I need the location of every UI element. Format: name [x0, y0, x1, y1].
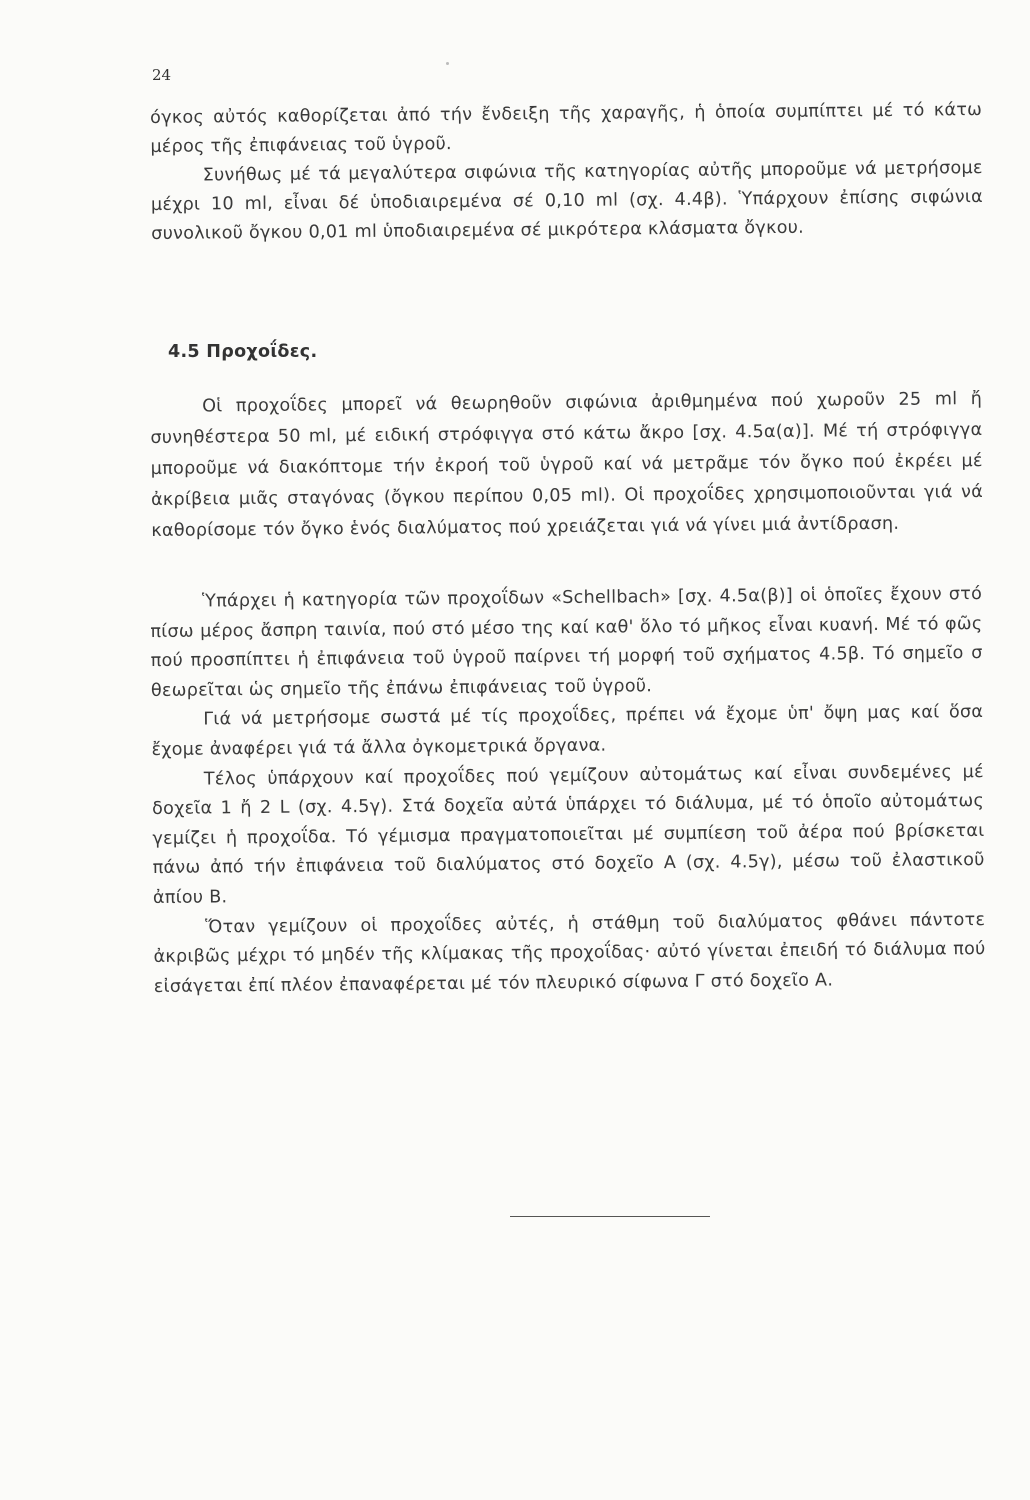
scan-speck — [446, 62, 449, 65]
section-text-block-2 — [150, 580, 986, 1002]
section-paragraph-4: Τέλος ὑπάρχουν καί προχοΐδες πού γεμίζουν αὐτομάτως καί εἶναι συνδεμένες μέ δοχεῖα 1 ἤ 2 L (σχ. 4.5γ). Στά δοχεῖα αὐτά ὑπάρχει τό διάλυμα, μέ τό ὁποῖο αὐτομάτως γεμίζει ἡ προχοΐδα. Τό γέμισμα πραγματοποιεῖται μέ συμπίεση τοῦ ἀέρα πού βρίσκεται πάνω ἀπό τήν ἐπιφάνεια τοῦ διαλύματος στό δοχεῖο Α (σχ. 4.5γ), μέσω τοῦ ἐλαστικοῦ ἀπίου Β. — [152, 761, 985, 908]
intro-paragraph-2: Συνήθως μέ τά μεγαλύτερα σιφώνια τῆς κατηγορίας αὐτῆς μποροῦμε νά μετρήσομε μέχρι 10 ml, εἶναι δέ ὑποδιαιρεμένα σέ 0,10 ml (σχ. 4.4β). Ὑπάρχουν ἐπίσης σιφώνια συνολικοῦ ὄγκου 0,01 ml ὑποδιαιρεμένα σέ μικρότερα κλάσματα ὄγκου. — [150, 158, 984, 244]
footer-rule — [510, 1216, 710, 1217]
section-paragraph-2: Ὑπάρχει ἡ κατηγορία τῶν προχοΐδων «Schellbach» [σχ. 4.5α(β)] οἱ ὁποῖες ἔχουν στό πίσω μέρος ἄσπρη ταινία, πού στό μέσο της καί καθ' ὅλο τό μῆκος εἶναι κυανή. Μέ τό φῶς πού προσπίπτει ἡ ἐπιφάνεια τοῦ ὑγροῦ παίρνει τή μορφή τοῦ σχήματος 4.5β. Τό σημεῖο σ θεωρεῖται ὡς σημεῖο τῆς ἐπάνω ἐπιφάνειας τοῦ ὑγροῦ. — [150, 584, 983, 701]
section-paragraph-5: Ὅταν γεμίζουν οἱ προχοΐδες αὐτές, ἡ στάθμη τοῦ διαλύματος φθάνει πάντοτε ἀκριβῶς μέχρι τό μηδέν τῆς κλίμακας τῆς προχοΐδας· αὐτό γίνεται ἐπειδή τό διάλυμα πού εἰσάγεται ἐπί πλέον ἐπαναφέρεται μέ τόν πλευρικό σίφωνα Γ στό δοχεῖο Α. — [153, 909, 986, 997]
section-paragraph-3: Γιά νά μετρήσομε σωστά μέ τίς προχοΐδες, πρέπει νά ἔχομε ὑπ' ὄψη μας καί ὅσα ἔχομε ἀναφέρει γιά τά ἄλλα ὀγκομετρικά ὄργανα. — [151, 702, 984, 760]
intro-text-block — [150, 96, 983, 249]
section-paragraph-1: Οἱ προχοΐδες μπορεῖ νά θεωρηθοῦν σιφώνια ἀριθμημένα πού χωροῦν 25 ml ἤ συνηθέστερα 50 ml, μέ ειδική στρόφιγγα στό κάτω ἄκρο [σχ. 4.5α(α)]. Μέ τή στρόφιγγα μποροῦμε νά διακόπτομε τήν ἐκροή τοῦ ὑγροῦ καί νά μετρᾶμε τόν ὄγκο πού ἐκρέει μέ ἀκρίβεια μιᾶς σταγόνας (ὄγκου περίπου 0,05 ml). Οἱ προχοΐδες χρησιμοποιοῦνται γιά νά καθορίσομε τόν ὄγκο ἑνός διαλύματος πού χρειάζεται γιά νά γίνει μιά ἀντίδραση. — [150, 389, 984, 541]
section-heading: 4.5 Προχοΐδες. — [168, 342, 318, 362]
section-text-block-1 — [150, 384, 983, 547]
page-number: 24 — [152, 66, 172, 84]
intro-paragraph-1: όγκος αὐτός καθορίζεται ἀπό τήν ἔνδειξη τῆς χαραγῆς, ἡ ὁποία συμπίπτει μέ τό κάτω μέρος τῆς ἐπιφάνειας τοῦ ὑγροῦ. — [150, 100, 983, 157]
